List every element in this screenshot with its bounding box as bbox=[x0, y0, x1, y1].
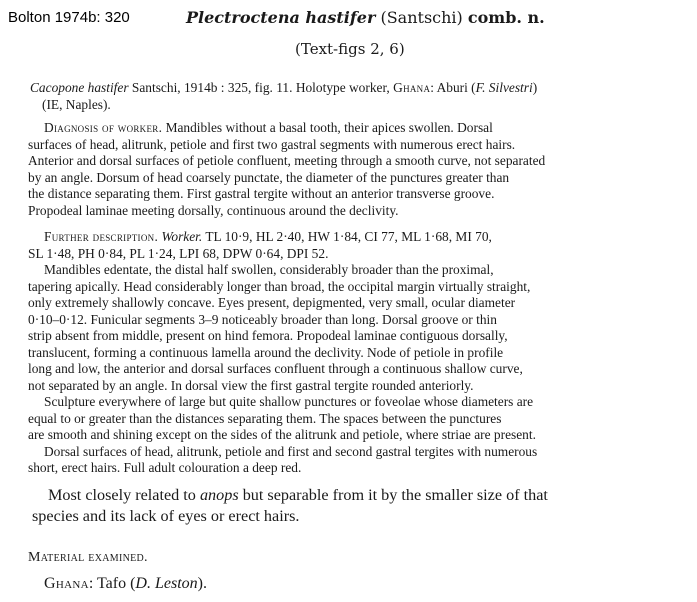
further-line: only extremely shallowly concave. Eyes present, depigmented, very small, ocular diameter bbox=[28, 295, 516, 310]
taxon-author: (Santschi) bbox=[380, 8, 463, 27]
relation-line-2: species and its lack of eyes or erect hairs. bbox=[32, 507, 300, 525]
material-locality: Ghana: Tafo (D. Leston). bbox=[44, 575, 207, 592]
relation-line-1: Most closely related to anops but separable from it by the smaller size of that bbox=[48, 486, 548, 504]
further-line: strip absent from middle, present on hind femora. Propodeal laminae contiguous dorsally, bbox=[28, 328, 508, 343]
caste-label: Worker. bbox=[161, 229, 203, 244]
further-line: Dorsal surfaces of head, alitrunk, petiole and first and second gastral tergites with numerous bbox=[44, 443, 538, 459]
further-line: short, erect hairs. Full adult colouration a deep red. bbox=[28, 460, 302, 475]
taxon-title bbox=[186, 8, 545, 27]
diagnosis-line: surfaces of head, alitrunk, petiole and first two gastral segments with numerous erect hairs. bbox=[28, 136, 516, 152]
further-line: not separated by an angle. In dorsal view the first gastral tergite rounded anteriorly. bbox=[28, 377, 474, 393]
further-line: 0·10–0·12. Funicular segments 3–9 noticeably broader than long. Dorsal groove or thin bbox=[28, 311, 497, 327]
further-line: translucent, forming a continuous lamella around the declivity. Node of petiole in profile bbox=[28, 344, 504, 360]
reference-label: Bolton 1974b: 320 bbox=[8, 9, 130, 26]
diagnosis-line: Propodeal laminae meeting dorsally, continuous around the declivity. bbox=[28, 202, 399, 218]
diagnosis-line-1: Diagnosis of worker. Mandibles without a basal tooth, their apices swollen. Dorsal bbox=[28, 120, 668, 137]
further-description-heading: Further description. bbox=[44, 229, 159, 244]
diagnosis-line: by an angle. Dorsum of head coarsely punctate, the diameter of the punctures greater than bbox=[28, 169, 510, 185]
diagnosis-paragraph bbox=[28, 120, 668, 219]
further-line: tapering apically. Head considerably longer than broad, the occipital margin virtually straight, bbox=[28, 278, 531, 294]
material-heading: Material examined. bbox=[28, 550, 148, 565]
taxon-name: Plectroctena hastifer bbox=[186, 8, 376, 27]
further-line: long and low, the anterior and dorsal surfaces confluent through a continuous shallow curve, bbox=[28, 361, 523, 376]
synonymy-line-2: (IE, Naples). bbox=[42, 96, 111, 112]
further-line: SL 1·48, PH 0·84, PL 1·24, LPI 68, DPW 0·64, DPI 52. bbox=[28, 245, 329, 261]
synonymy-paragraph bbox=[30, 80, 670, 113]
diagnosis-line: the distance separating them. First gastral tergite without an anterior transverse groove. bbox=[28, 186, 495, 201]
diagnosis-line: Anterior and dorsal surfaces of petiole confluent, meeting through a smooth curve, not separated bbox=[28, 153, 546, 168]
further-line: are smooth and shining except on the sides of the alitrunk and petiole, where striae are present. bbox=[28, 427, 536, 442]
related-species: anops bbox=[199, 486, 239, 504]
synonymy-line-1: Cacopone hastifer Santschi, 1914b : 325, fig. 11. Holotype worker, Ghana: Aburi (F. Silvestri) bbox=[30, 80, 538, 95]
further-description-paragraph bbox=[28, 229, 668, 477]
comb-label: comb. n. bbox=[467, 8, 545, 27]
text-figs-reference: (Text-figs 2, 6) bbox=[295, 40, 405, 58]
diagnosis-heading: Diagnosis of worker. bbox=[44, 120, 163, 135]
material-collector: D. Leston bbox=[135, 575, 198, 592]
further-line-1: Further description. Worker. TL 10·9, HL 2·40, HW 1·84, CI 77, ML 1·68, MI 70, bbox=[28, 229, 668, 246]
material-country: Ghana bbox=[44, 575, 89, 592]
further-line: equal to or greater than the distances separating them. The spaces between the punctures bbox=[28, 410, 502, 426]
further-line: Mandibles edentate, the distal half swollen, considerably broader than the proximal, bbox=[44, 262, 494, 277]
relation-paragraph bbox=[32, 485, 548, 527]
further-line: Sculpture everywhere of large but quite shallow punctures or foveolae whose diameters are bbox=[44, 394, 534, 409]
